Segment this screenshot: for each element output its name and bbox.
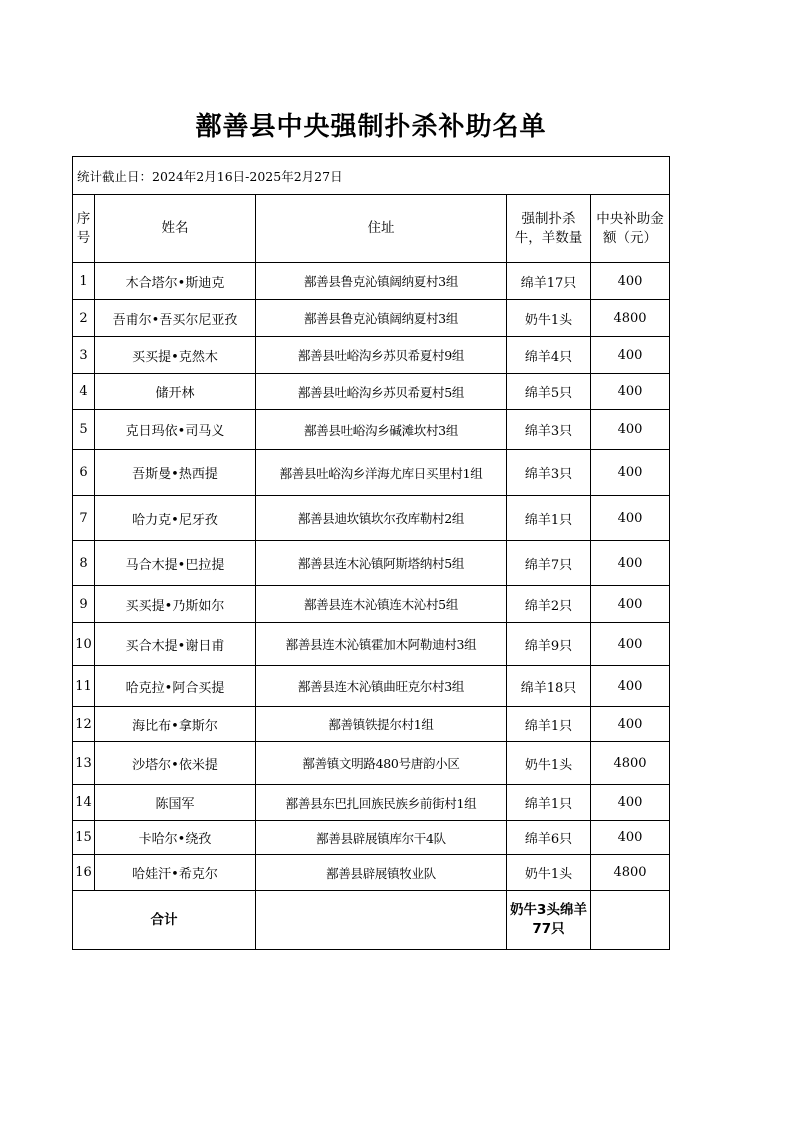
cell-quantity: 奶牛1头	[507, 300, 591, 337]
cell-seq: 2	[73, 300, 95, 337]
cell-quantity: 绵羊3只	[507, 410, 591, 450]
table-row	[73, 666, 670, 707]
cell-quantity: 绵羊1只	[507, 785, 591, 821]
table-row	[73, 450, 670, 496]
cell-seq: 12	[73, 707, 95, 742]
cell-name: 储开林	[95, 374, 256, 410]
cell-seq: 9	[73, 586, 95, 623]
cell-name: 哈克拉•阿合买提	[95, 666, 256, 707]
header-amount: 中央补助金额（元）	[591, 195, 670, 263]
period-row	[73, 157, 670, 195]
cell-quantity: 绵羊17只	[507, 263, 591, 300]
cell-seq: 13	[73, 742, 95, 785]
table-row	[73, 496, 670, 541]
cell-name: 木合塔尔•斯迪克	[95, 263, 256, 300]
cell-quantity: 绵羊2只	[507, 586, 591, 623]
cell-address: 鄯善县连木沁镇连木沁村5组	[256, 586, 507, 623]
cell-address: 鄯善县连木沁镇阿斯塔纳村5组	[256, 541, 507, 586]
document-title: 鄯善县中央强制扑杀补助名单	[195, 112, 547, 142]
cell-seq: 1	[73, 263, 95, 300]
cell-amount: 400	[591, 623, 670, 666]
cell-amount: 4800	[591, 742, 670, 785]
cell-name: 卡哈尔•绕孜	[95, 821, 256, 855]
table-row	[73, 337, 670, 374]
cell-quantity: 奶牛1头	[507, 855, 591, 891]
cell-name: 克日玛依•司马义	[95, 410, 256, 450]
cell-amount: 400	[591, 541, 670, 586]
header-row	[73, 195, 670, 263]
cell-quantity: 绵羊1只	[507, 707, 591, 742]
cell-quantity: 绵羊18只	[507, 666, 591, 707]
cell-seq: 8	[73, 541, 95, 586]
cell-address: 鄯善县连木沁镇霍加木阿勒迪村3组	[256, 623, 507, 666]
table-row	[73, 410, 670, 450]
table-row	[73, 374, 670, 410]
table-row	[73, 707, 670, 742]
header-name: 姓名	[95, 195, 256, 263]
cell-address: 鄯善镇铁提尔村1组	[256, 707, 507, 742]
period-text: 统计截止日：2024年2月16日-2025年2月27日	[73, 157, 670, 195]
header-quantity: 强制扑杀牛，羊数量	[507, 195, 591, 263]
total-address	[256, 891, 507, 950]
table-row	[73, 742, 670, 785]
table-row	[73, 263, 670, 300]
cell-address: 鄯善县鲁克沁镇阔纳夏村3组	[256, 300, 507, 337]
total-quantity: 奶牛3头绵羊77只	[507, 891, 591, 950]
cell-amount: 400	[591, 496, 670, 541]
total-row	[73, 891, 670, 950]
cell-name: 哈娃汗•希克尔	[95, 855, 256, 891]
cell-name: 吾甫尔•吾买尔尼亚孜	[95, 300, 256, 337]
cell-name: 马合木提•巴拉提	[95, 541, 256, 586]
cell-address: 鄯善县吐峪沟乡洋海尤库日买里村1组	[256, 450, 507, 496]
cell-amount: 400	[591, 821, 670, 855]
cell-quantity: 绵羊4只	[507, 337, 591, 374]
table-row	[73, 623, 670, 666]
header-address: 住址	[256, 195, 507, 263]
header-seq: 序号	[73, 195, 95, 263]
cell-name: 沙塔尔•依米提	[95, 742, 256, 785]
cell-quantity: 绵羊6只	[507, 821, 591, 855]
cell-address: 鄯善县迪坎镇坎尔孜库勒村2组	[256, 496, 507, 541]
cell-address: 鄯善县吐峪沟乡苏贝希夏村9组	[256, 337, 507, 374]
cell-quantity: 绵羊3只	[507, 450, 591, 496]
cell-quantity: 绵羊1只	[507, 496, 591, 541]
cell-seq: 4	[73, 374, 95, 410]
cell-name: 吾斯曼•热西提	[95, 450, 256, 496]
cell-address: 鄯善县东巴扎回族民族乡前街村1组	[256, 785, 507, 821]
cell-amount: 4800	[591, 300, 670, 337]
cell-amount: 400	[591, 374, 670, 410]
cell-seq: 5	[73, 410, 95, 450]
cell-quantity: 绵羊7只	[507, 541, 591, 586]
cell-amount: 400	[591, 450, 670, 496]
cell-seq: 3	[73, 337, 95, 374]
cell-address: 鄯善县鲁克沁镇阔纳夏村3组	[256, 263, 507, 300]
table-row	[73, 785, 670, 821]
cell-amount: 400	[591, 586, 670, 623]
cell-address: 鄯善镇文明路480号唐韵小区	[256, 742, 507, 785]
total-amount	[591, 891, 670, 950]
cell-name: 哈力克•尼牙孜	[95, 496, 256, 541]
cell-name: 海比布•拿斯尔	[95, 707, 256, 742]
table-row	[73, 541, 670, 586]
table-row	[73, 855, 670, 891]
cell-amount: 400	[591, 410, 670, 450]
cell-amount: 400	[591, 785, 670, 821]
cell-seq: 6	[73, 450, 95, 496]
cell-name: 买买提•克然木	[95, 337, 256, 374]
cell-seq: 14	[73, 785, 95, 821]
cell-name: 陈国军	[95, 785, 256, 821]
cell-seq: 16	[73, 855, 95, 891]
table-row	[73, 821, 670, 855]
cell-seq: 10	[73, 623, 95, 666]
cell-amount: 4800	[591, 855, 670, 891]
cell-amount: 400	[591, 707, 670, 742]
cell-amount: 400	[591, 337, 670, 374]
cell-seq: 15	[73, 821, 95, 855]
cell-address: 鄯善县吐峪沟乡苏贝希夏村5组	[256, 374, 507, 410]
table-row	[73, 300, 670, 337]
table-row	[73, 586, 670, 623]
cell-amount: 400	[591, 263, 670, 300]
cell-quantity: 绵羊5只	[507, 374, 591, 410]
cell-address: 鄯善县连木沁镇曲旺克尔村3组	[256, 666, 507, 707]
cell-seq: 7	[73, 496, 95, 541]
cell-seq: 11	[73, 666, 95, 707]
total-label: 合计	[73, 891, 256, 950]
cell-name: 买合木提•谢日甫	[95, 623, 256, 666]
cell-address: 鄯善县辟展镇库尔干4队	[256, 821, 507, 855]
cell-amount: 400	[591, 666, 670, 707]
cell-name: 买买提•乃斯如尔	[95, 586, 256, 623]
cell-quantity: 奶牛1头	[507, 742, 591, 785]
cell-address: 鄯善县吐峪沟乡碱滩坎村3组	[256, 410, 507, 450]
subsidy-table	[72, 156, 670, 950]
cell-address: 鄯善县辟展镇牧业队	[256, 855, 507, 891]
cell-quantity: 绵羊9只	[507, 623, 591, 666]
